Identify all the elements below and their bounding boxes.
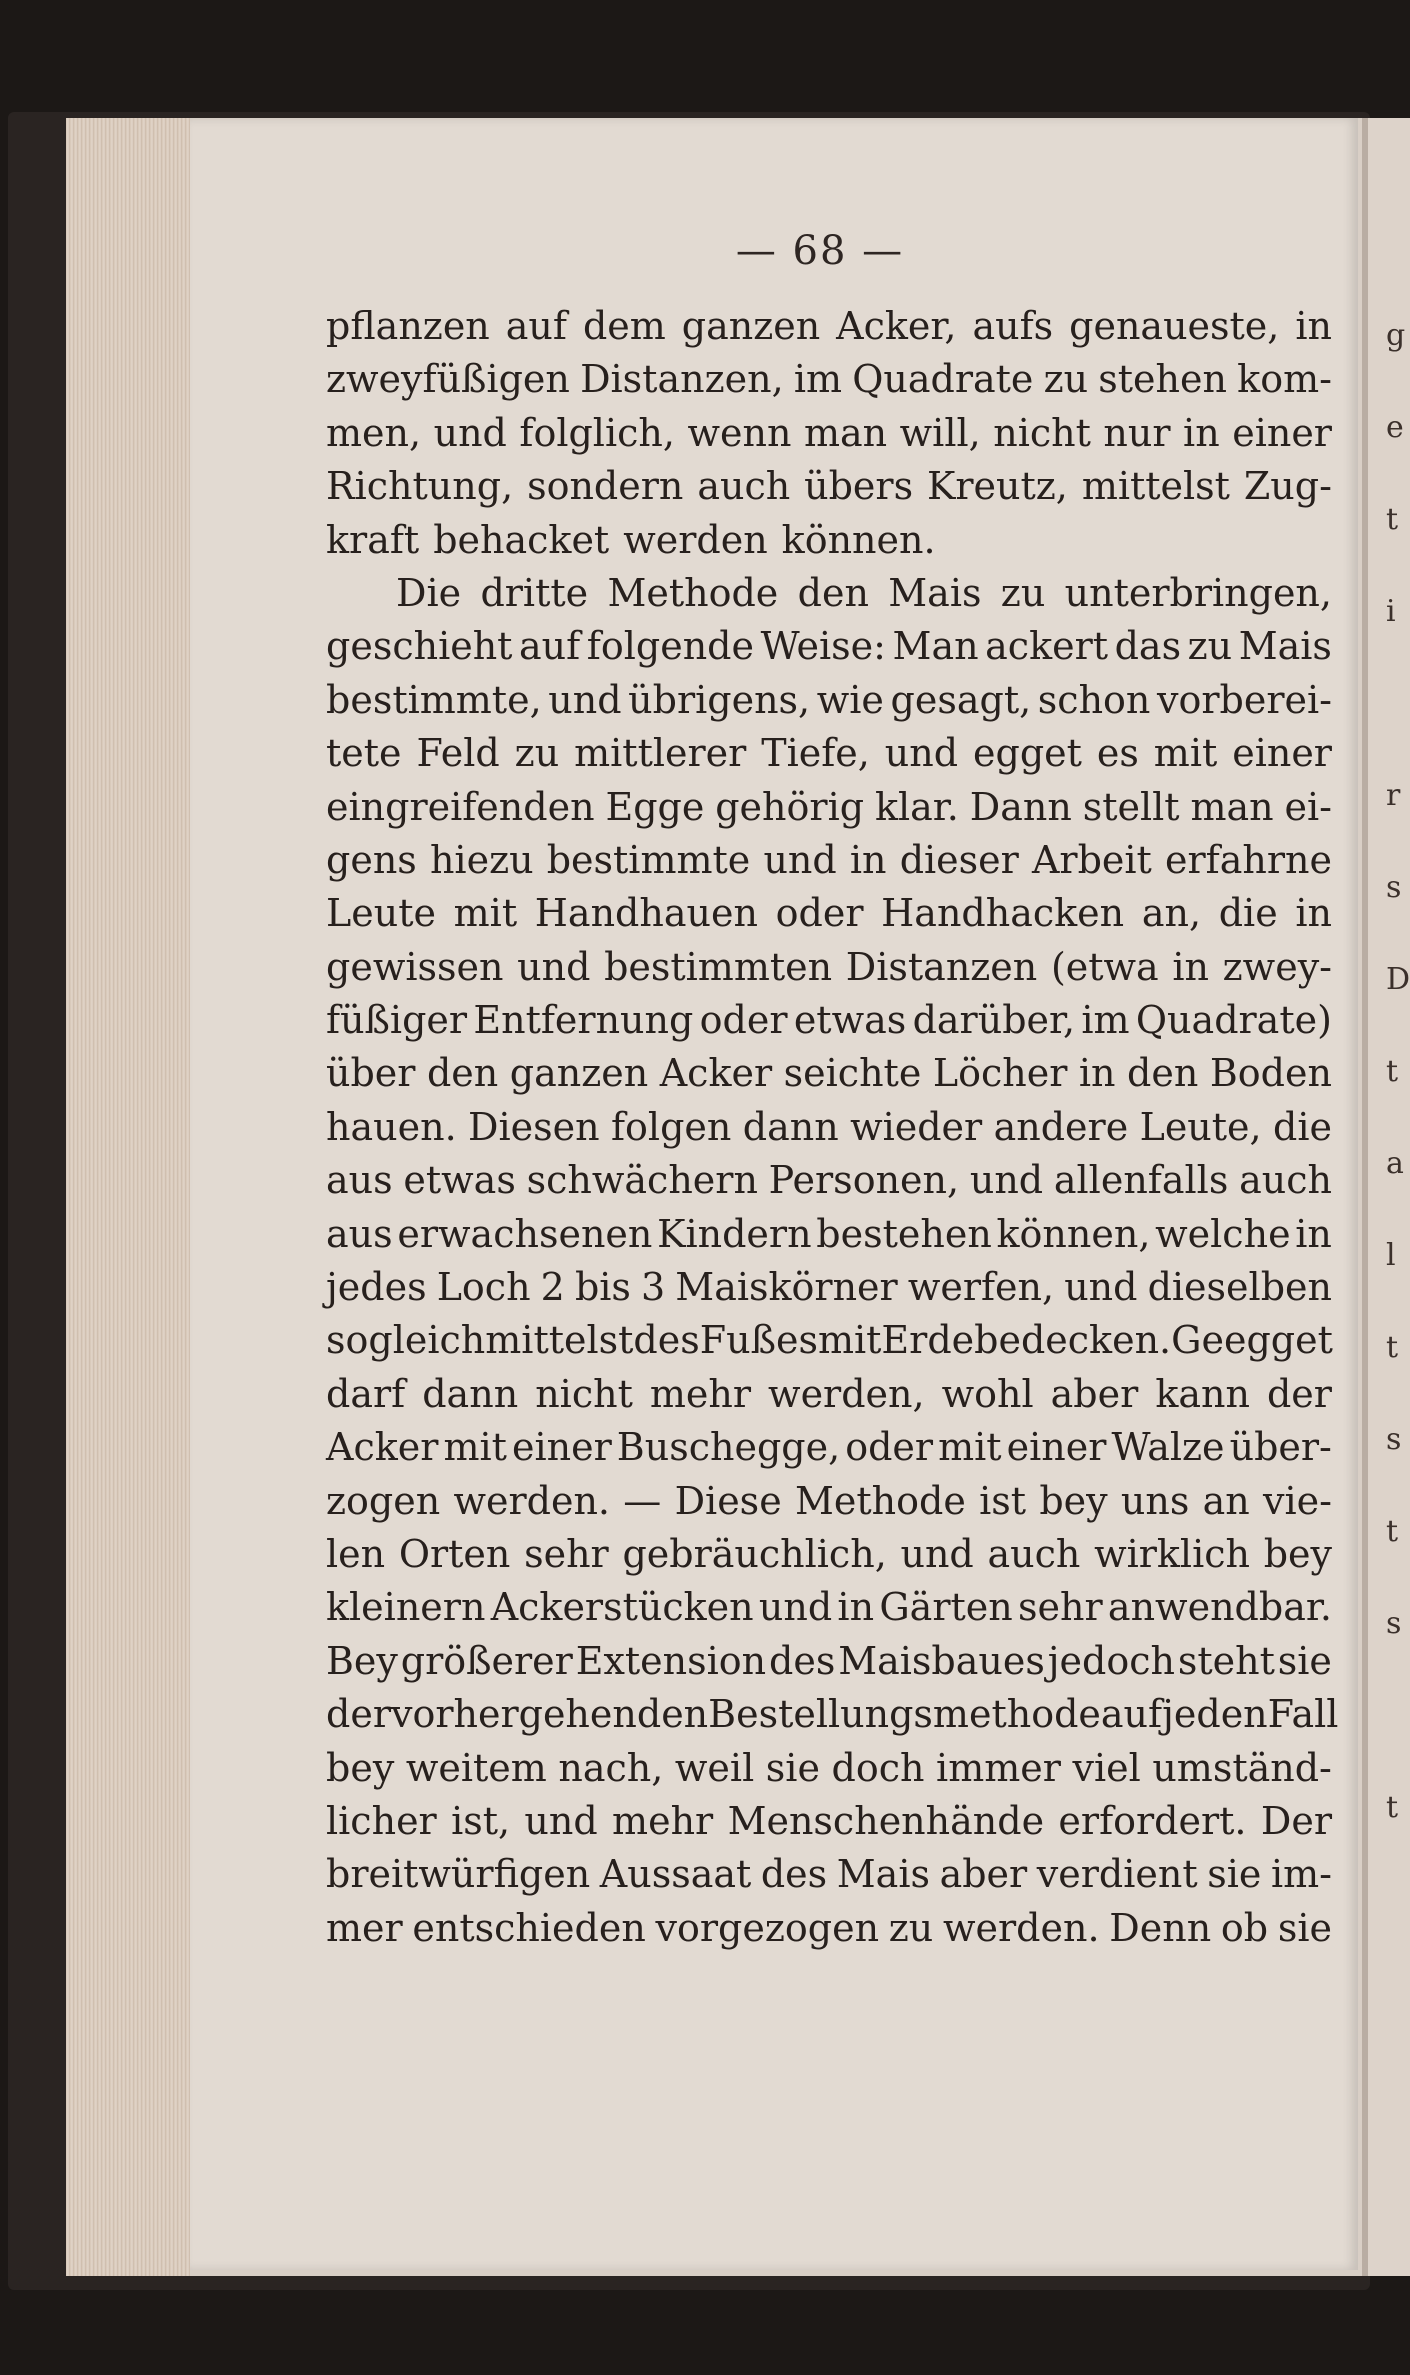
next-page-letter: t bbox=[1386, 1054, 1399, 1089]
next-page-letter: t bbox=[1386, 1330, 1399, 1365]
text-line: Die dritte Methode den Mais zu unterbringen, bbox=[396, 570, 1332, 615]
text-line: kraft behacket werden können. bbox=[326, 517, 936, 562]
text-line: hauen. Diesen folgen dann wieder andere Leute, die bbox=[326, 1104, 1332, 1149]
next-page-letter: t bbox=[1386, 1790, 1399, 1825]
next-page-letter: t bbox=[1386, 502, 1399, 537]
next-page-letter bbox=[1386, 658, 1410, 750]
text-line: bey weitem nach, weil sie doch immer viel umständ- bbox=[326, 1745, 1332, 1790]
next-page-letter: l bbox=[1386, 1238, 1396, 1273]
text-line: gens hiezu bestimmte und in dieser Arbeit erfahrne bbox=[326, 837, 1332, 882]
page-text bbox=[326, 300, 1339, 1955]
next-page-partial-text bbox=[1386, 290, 1410, 1854]
text-line: licher ist, und mehr Menschenhände erfordert. Der bbox=[326, 1798, 1332, 1843]
text-line: geschieht auf folgende Weise: Man ackert das zu Mais bbox=[326, 624, 1332, 669]
text-line: breitwürfigen Aussaat des Mais aber verdient sie im- bbox=[326, 1852, 1332, 1897]
text-line: men, und folglich, wenn man will, nicht nur in einer bbox=[326, 410, 1332, 455]
text-line: zweyfüßigen Distanzen, im Quadrate zu stehen kom- bbox=[326, 357, 1332, 402]
next-page-letter: e bbox=[1386, 410, 1404, 445]
next-page-letter: s bbox=[1386, 1606, 1402, 1641]
text-line: Richtung, sondern auch übers Kreutz, mittelst Zug- bbox=[326, 464, 1332, 509]
text-line: füßiger Entfernung oder etwas darüber, im Quadrate) bbox=[326, 998, 1332, 1043]
text-line: mer entschieden vorgezogen zu werden. Denn ob sie bbox=[326, 1905, 1332, 1950]
text-line: kleinern Ackerstücken und in Gärten sehr anwendbar. bbox=[326, 1585, 1332, 1630]
next-page-letter: t bbox=[1386, 1514, 1399, 1549]
text-line: jedes Loch 2 bis 3 Maiskörner werfen, und dieselben bbox=[326, 1265, 1332, 1310]
page-number: — 68 — bbox=[735, 228, 905, 274]
next-page-letter: D bbox=[1386, 962, 1410, 997]
text-line: aus erwachsenen Kindern bestehen können, welche in bbox=[326, 1211, 1332, 1256]
text-line: bestimmte, und übrigens, wie gesagt, schon vorberei- bbox=[326, 677, 1332, 722]
next-page-letter bbox=[1386, 1670, 1410, 1762]
page-stack-edges bbox=[66, 118, 190, 2276]
text-line: zogen werden. — Diese Methode ist bey uns an vie- bbox=[326, 1478, 1332, 1523]
text-line: Bey größerer Extension des Maisbaues jedoch steht sie bbox=[326, 1638, 1332, 1683]
next-page-letter: s bbox=[1386, 1422, 1402, 1457]
next-page-letter: i bbox=[1386, 594, 1396, 629]
next-page-letter: s bbox=[1386, 870, 1402, 905]
next-page-letter: r bbox=[1386, 778, 1401, 813]
text-line: darf dann nicht mehr werden, wohl aber kann der bbox=[326, 1371, 1332, 1416]
text-line: Acker mit einer Buschegge, oder mit einer Walze über- bbox=[326, 1425, 1332, 1470]
text-line: über den ganzen Acker seichte Löcher in den Boden bbox=[326, 1051, 1332, 1096]
text-line: eingreifenden Egge gehörig klar. Dann stellt man ei- bbox=[326, 784, 1332, 829]
text-line: tete Feld zu mittlerer Tiefe, und egget es mit einer bbox=[326, 731, 1332, 776]
text-line: der vorhergehenden Bestellungsmethode auf jeden Fall bbox=[326, 1692, 1339, 1737]
next-page-letter: a bbox=[1386, 1146, 1404, 1181]
text-line: Leute mit Handhauen oder Handhacken an, die in bbox=[326, 891, 1332, 936]
text-line: pflanzen auf dem ganzen Acker, aufs genaueste, in bbox=[326, 304, 1332, 348]
text-line: sogleich mittelst des Fußes mit Erde bedecken. Geegget bbox=[326, 1318, 1333, 1363]
text-line: aus etwas schwächern Personen, und allenfalls auch bbox=[326, 1158, 1332, 1203]
text-line: len Orten sehr gebräuchlich, und auch wirklich bey bbox=[326, 1531, 1332, 1576]
next-page-letter: g bbox=[1386, 318, 1406, 353]
text-line: gewissen und bestimmten Distanzen (etwa in zwey- bbox=[326, 944, 1332, 989]
